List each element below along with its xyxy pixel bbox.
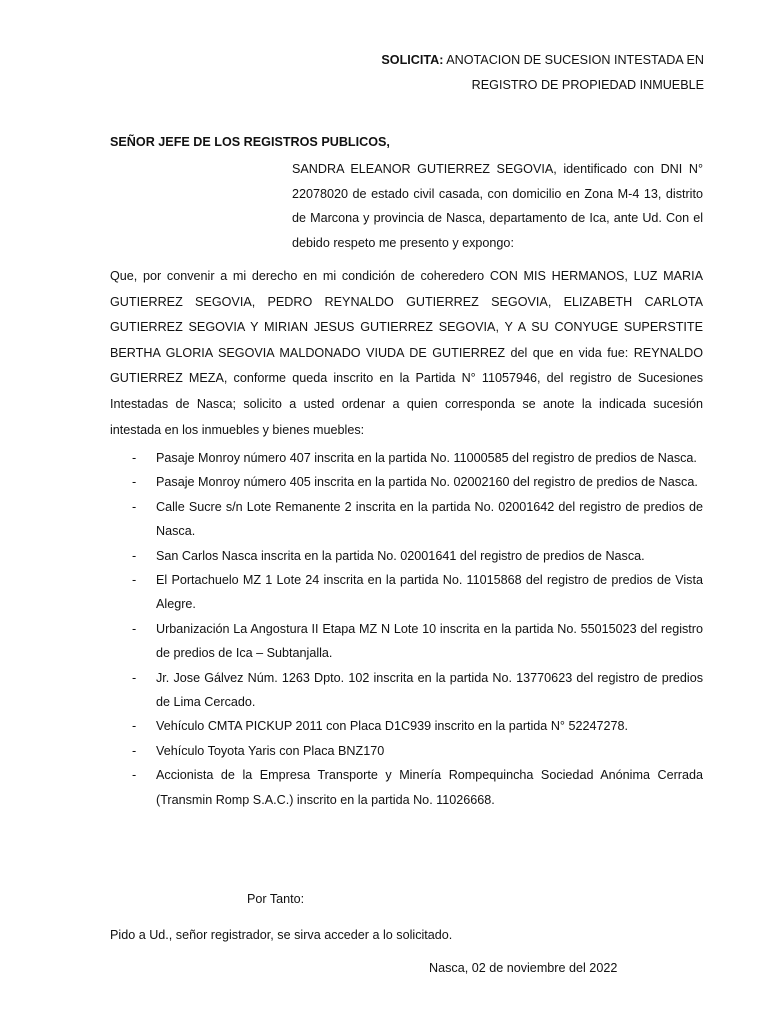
list-item (110, 568, 703, 617)
bullet-dash: - (132, 670, 137, 685)
subject-line-2: REGISTRO DE PROPIEDAD INMUEBLE (471, 78, 704, 92)
bullet-dash: - (132, 743, 137, 758)
bullet-dash: - (132, 451, 137, 465)
list-item (110, 470, 703, 494)
date-line: Nasca, 02 de noviembre del 2022 (429, 961, 618, 975)
property-list (110, 446, 703, 812)
list-item-text: Accionista de la Empresa Transporte y Minería Rompequincha Sociedad Anónima Cerrada (Transmin Romp S.A.C.) inscrito en la partida No. 11026668. (156, 768, 703, 807)
list-item (110, 617, 703, 666)
list-item-text: Pasaje Monroy número 405 inscrita en la partida No. 02002160 del registro de predios de Nasca. (156, 475, 698, 490)
bullet-dash: - (132, 475, 137, 490)
list-item-text: Jr. Jose Gálvez Núm. 1263 Dpto. 102 inscrita en la partida No. 13770623 del registro de predios de Lima Cercado. (156, 670, 703, 710)
subject-label: SOLICITA: (381, 53, 444, 67)
list-item-text: Vehículo CMTA PICKUP 2011 con Placa D1C939 inscrito en la partida N° 52247278. (156, 719, 628, 734)
list-item (110, 495, 703, 544)
por-tanto: Por Tanto: (247, 892, 305, 906)
bullet-dash: - (132, 573, 137, 588)
request-line: Pido a Ud., señor registrador, se sirva acceder a lo solicitado. (110, 928, 453, 942)
bullet-dash: - (132, 548, 137, 563)
list-item-text: Urbanización La Angostura II Etapa MZ N Lote 10 inscrita en la partida No. 55015023 del registro de predios de Ica – Subtanjalla. (156, 621, 703, 661)
list-item (110, 446, 703, 470)
bullet-dash: - (132, 768, 137, 783)
list-item (110, 666, 703, 715)
bullet-dash: - (132, 621, 137, 636)
list-item-text: El Portachuelo MZ 1 Lote 24 inscrita en la partida No. 11015868 del registro de predios de Vista Alegre. (156, 573, 703, 612)
list-item-text: Calle Sucre s/n Lote Remanente 2 inscrita en la partida No. 02001642 del registro de predios de Nasca. (156, 499, 703, 539)
list-item (110, 714, 703, 738)
salutation: SEÑOR JEFE DE LOS REGISTROS PUBLICOS, (110, 135, 390, 149)
list-item (110, 739, 703, 763)
list-item-text: Vehículo Toyota Yaris con Placa BNZ170 (156, 743, 385, 758)
list-item-text: San Carlos Nasca inscrita en la partida No. 02001641 del registro de predios de Nasca. (156, 548, 645, 563)
subject-text-1: ANOTACION DE SUCESION INTESTADA EN (446, 53, 704, 67)
subject-block (381, 48, 704, 98)
list-item-text: Pasaje Monroy número 407 inscrita en la partida No. 11000585 del registro de predios de Nasca. (156, 451, 697, 465)
list-item (110, 763, 703, 812)
intro-paragraph: SANDRA ELEANOR GUTIERREZ SEGOVIA, identificado con DNI N° 22078020 de estado civil casada, con domicilio en Zona M-4 13, distrito de Marcona y provincia de Nasca, departamento de Ica, ante Ud. Con el debido respeto me presento y expongo: (292, 162, 703, 250)
body-paragraph: Que, por convenir a mi derecho en mi condición de coheredero CON MIS HERMANOS, LUZ MARIA GUTIERREZ SEGOVIA, PEDRO REYNALDO GUTIERREZ SEGOVIA, ELIZABETH CARLOTA GUTIERREZ SEGOVIA Y MIRIAN JESUS GUTIERREZ SEGOVIA, Y A SU CONYUGE SUPERSTITE BERTHA GLORIA SEGOVIA MALDONADO VIUDA DE GUTIERREZ del que en vida fue: REYNALDO GUTIERREZ MEZA, conforme queda inscrito en la Partida N° 11057946, del registro de Sucesiones Intestadas de Nasca; solicito a usted ordenar a quien corresponda se anote la indicada sucesión intestada en los inmuebles y bienes muebles: (110, 269, 703, 437)
bullet-dash: - (132, 499, 137, 514)
bullet-dash: - (132, 719, 137, 734)
list-item (110, 544, 703, 568)
subject-line-1 (381, 48, 704, 73)
